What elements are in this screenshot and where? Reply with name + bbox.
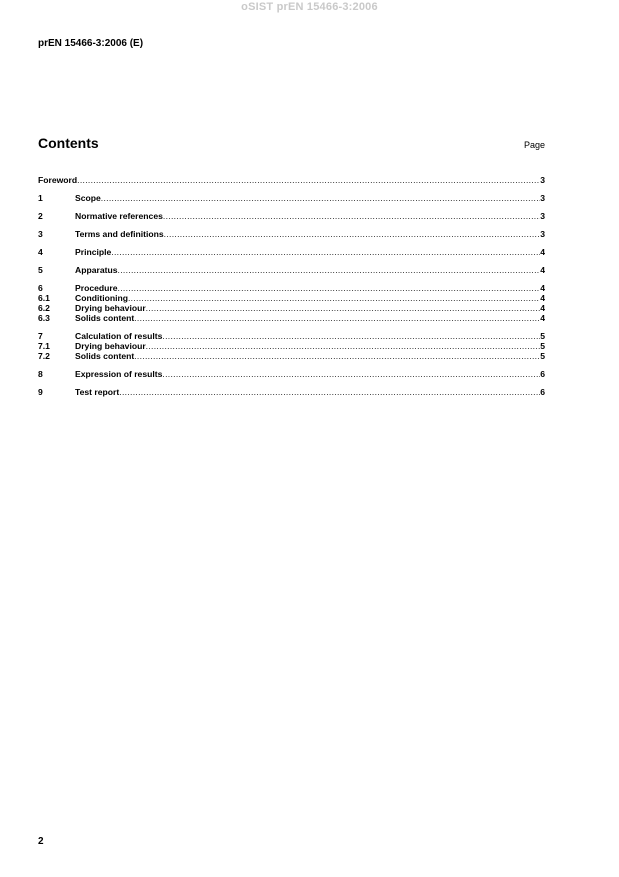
toc-leader-dots <box>111 247 540 257</box>
toc-entry-normative-references[interactable] <box>38 211 545 221</box>
toc-entry-title: Solids content <box>75 351 135 361</box>
toc-entry-title: Solids content <box>75 313 135 323</box>
toc-entry-page: 3 <box>540 211 545 221</box>
toc-entry-page: 3 <box>540 229 545 239</box>
toc-entry-conditioning[interactable] <box>38 293 545 303</box>
table-of-contents <box>38 175 545 397</box>
contents-heading: Contents <box>38 135 99 151</box>
toc-entry-page: 4 <box>540 303 545 313</box>
toc-entry-number: 6.2 <box>38 303 50 313</box>
page-number: 2 <box>38 836 44 847</box>
toc-entry-title: Drying behaviour <box>75 341 146 351</box>
toc-leader-dots <box>119 387 540 397</box>
toc-entry-title: Expression of results <box>75 369 163 379</box>
toc-entry-title: Test report <box>75 387 120 397</box>
toc-leader-dots <box>164 229 541 239</box>
toc-entry-drying-behaviour[interactable] <box>38 303 545 313</box>
toc-entry-title: Calculation of results <box>75 331 163 341</box>
toc-leader-dots <box>162 331 540 341</box>
toc-entry-title: Normative references <box>75 211 163 221</box>
page-column-heading: Page <box>523 140 545 150</box>
toc-entry-number: 5 <box>38 265 43 275</box>
toc-entry-title: Scope <box>75 193 101 203</box>
toc-entry-calc-drying-behaviour[interactable] <box>38 341 545 351</box>
toc-entry-calc-solids-content[interactable] <box>38 351 545 361</box>
toc-leader-dots <box>146 303 541 313</box>
toc-entry-page: 5 <box>540 331 545 341</box>
toc-entry-number: 7.1 <box>38 341 50 351</box>
toc-entry-page: 3 <box>540 175 545 185</box>
toc-leader-dots <box>77 175 540 185</box>
toc-leader-dots <box>128 293 540 303</box>
toc-entry-title: Apparatus <box>75 265 118 275</box>
toc-entry-number: 9 <box>38 387 43 397</box>
toc-entry-page: 6 <box>540 369 545 379</box>
toc-entry-page: 3 <box>540 193 545 203</box>
toc-entry-page: 5 <box>540 341 545 351</box>
toc-entry-terms-and-definitions[interactable] <box>38 229 545 239</box>
toc-entry-number: 6.1 <box>38 293 50 303</box>
toc-leader-dots <box>162 369 540 379</box>
toc-entry-procedure[interactable] <box>38 283 545 293</box>
toc-leader-dots <box>118 283 541 293</box>
toc-entry-page: 6 <box>540 387 545 397</box>
toc-leader-dots <box>146 341 541 351</box>
toc-leader-dots <box>134 351 540 361</box>
toc-entry-number: 7 <box>38 331 43 341</box>
toc-entry-foreword[interactable] <box>38 175 545 185</box>
toc-entry-page: 4 <box>540 283 545 293</box>
toc-leader-dots <box>134 313 540 323</box>
toc-entry-calculation-of-results[interactable] <box>38 331 545 341</box>
document-id: prEN 15466-3:2006 (E) <box>38 38 144 49</box>
toc-leader-dots <box>163 211 540 221</box>
toc-entry-apparatus[interactable] <box>38 265 545 275</box>
toc-entry-number: 1 <box>38 193 43 203</box>
toc-entry-scope[interactable] <box>38 193 545 203</box>
toc-entry-number: 4 <box>38 247 43 257</box>
toc-leader-dots <box>118 265 541 275</box>
toc-entry-expression-of-results[interactable] <box>38 369 545 379</box>
toc-entry-title: Drying behaviour <box>75 303 146 313</box>
toc-entry-test-report[interactable] <box>38 387 545 397</box>
toc-entry-title: Terms and definitions <box>75 229 164 239</box>
toc-entry-page: 4 <box>540 313 545 323</box>
toc-entry-title: Conditioning <box>75 293 128 303</box>
watermark: oSIST prEN 15466-3:2006 <box>241 1 378 13</box>
toc-entry-number: 2 <box>38 211 43 221</box>
toc-entry-title: Foreword <box>38 175 78 185</box>
toc-entry-number: 6.3 <box>38 313 50 323</box>
toc-entry-title: Procedure <box>75 283 118 293</box>
toc-entry-number: 8 <box>38 369 43 379</box>
toc-entry-principle[interactable] <box>38 247 545 257</box>
toc-entry-title: Principle <box>75 247 112 257</box>
toc-entry-page: 4 <box>540 247 545 257</box>
toc-entry-page: 5 <box>540 351 545 361</box>
toc-entry-number: 3 <box>38 229 43 239</box>
toc-entry-solids-content[interactable] <box>38 313 545 323</box>
toc-leader-dots <box>101 193 540 203</box>
toc-entry-page: 4 <box>540 293 545 303</box>
toc-entry-page: 4 <box>540 265 545 275</box>
toc-entry-number: 6 <box>38 283 43 293</box>
toc-entry-number: 7.2 <box>38 351 50 361</box>
